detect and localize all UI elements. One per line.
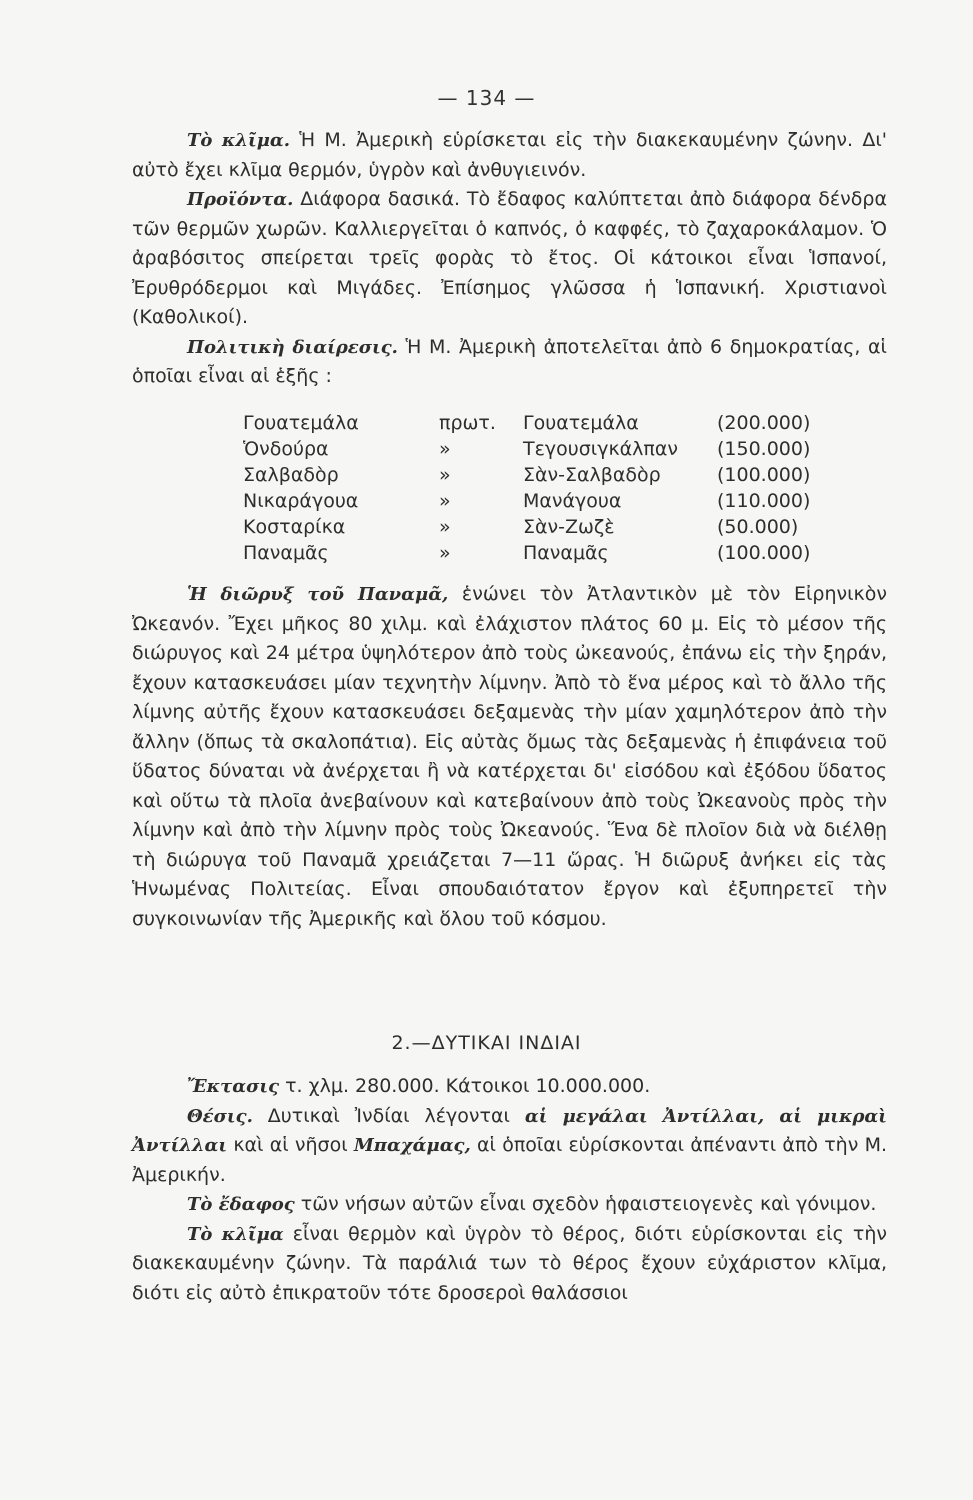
text-soil: τῶν νήσων αὐτῶν εἶναι σχεδὸν ἡφαιστειογενὲς καὶ γόνιμον.	[294, 1193, 877, 1215]
state-population: (100.000)	[717, 542, 811, 564]
text-extent: τ. χλμ. 280.000. Κάτοικοι 10.000.000.	[279, 1075, 651, 1097]
table-row	[243, 462, 823, 488]
state-population: (100.000)	[717, 464, 811, 486]
lead-position: Θέσις.	[187, 1105, 253, 1127]
lead-climate: Τὸ κλῖμα.	[187, 130, 291, 151]
text-position-1: Δυτικαὶ Ἰνδίαι λέγονται	[252, 1104, 525, 1127]
state-country: Κοσταρίκα	[243, 516, 346, 538]
table-row	[243, 540, 823, 566]
paragraph-canal	[132, 580, 887, 934]
state-country: Παναμᾶς	[243, 542, 329, 564]
text-position-3: αἱ ὁποῖαι εὑρίσκονται ἀπέναντι ἀπὸ τὴν Μ. Ἀμερικήν.	[132, 1134, 887, 1186]
state-marker: »	[439, 516, 451, 538]
text-climate-2: εἶναι θερμὸν καὶ ὑγρὸν τὸ θέρος, διότι εὑρίσκονται εἰς τὴν διακεκαυμένην ζώνην. Τὰ παράλιά των τὸ θέρος ἔχουν εὐχάριστον κλῖμα, διότι εἰς αὐτὸ ἐπικρατοῦν τότε δροσεροὶ θαλάσσιοι	[132, 1222, 887, 1304]
text-canal: ἑνώνει τὸν Ἀτλαντικὸν μὲ τὸν Εἰρηνικὸν Ὠκεανόν. Ἔχει μῆκος 80 χιλμ. καὶ ἐλάχιστον πλάτος 60 μ. Εἰς τὸ μέσον τῆς διώρυγος καὶ 24 μέτρα ὑψηλότερον ἀπὸ τοὺς ὠκεανούς, ἐπάνω εἰς τὴν ξηράν, ἔχουν κατασκευάσει μίαν τεχνητὴν λίμνην. Ἀπὸ τὸ ἕνα μέρος καὶ τὸ ἄλλο τῆς λίμνης αὐτῆς ἔχουν κατασκευάσει δεξαμενὰς τὴν μίαν χαμηλότερον ἀπὸ τὴν ἄλλην (ὅπως τὰ σκαλοπάτια). Εἰς αὐτὰς ὅμως τὰς δεξαμενὰς ἡ ἐπιφάνεια τοῦ ὕδατος δύναται νὰ ἀνέρχεται ἢ νὰ κατέρχεται δι' εἰσόδου καὶ ἐξόδου ὕδατος καὶ οὕτω τὰ πλοῖα ἀνεβαίνουν καὶ κατεβαίνουν ἀπὸ τοὺς Ὠκεανοὺς πρὸς τὴν λίμνην καὶ ἀπὸ τὴν λίμνην πρὸς τοὺς Ὠκεανούς. Ἕνα δὲ πλοῖον διὰ νὰ διέλθῃ τὴ διώρυγα τοῦ Παναμᾶ χρειάζεται 7—11 ὥρας. Ἡ διῶρυξ ἀνήκει εἰς τὰς Ἡνωμένας Πολιτείας. Εἶναι σπουδαιότατον ἔργον καὶ ἐξυπηρετεῖ τὴν συγκοινωνίαν τῆς Ἀμερικῆς καὶ ὅλου τοῦ κόσμου.	[132, 583, 887, 930]
state-capital: Σὰν-Ζωζὲ	[523, 516, 615, 538]
state-capital: Παναμᾶς	[523, 542, 609, 564]
section-heading: 2.—ΔΥΤΙΚΑΙ ΙΝΔΙΑΙ	[391, 1032, 582, 1054]
state-marker: »	[439, 542, 451, 564]
lead-division: Πολιτικὴ διαίρεσις.	[187, 336, 398, 358]
state-population: (50.000)	[717, 516, 799, 538]
state-marker: πρωτ.	[439, 412, 496, 434]
paragraph-division	[132, 333, 887, 392]
paragraph-climate-2	[132, 1220, 887, 1309]
text-climate: Ἡ Μ. Ἀμερικὴ εὑρίσκεται εἰς τὴν διακεκαυμένην ζώνην. Δι' αὐτὸ ἔχει κλῖμα θερμόν, ὑγρὸν καὶ ἀνθυγιεινόν.	[132, 129, 887, 181]
text-products: Διάφορα δασικά. Τὸ ἔδαφος καλύπτεται ἀπὸ διάφορα δένδρα τῶν θερμῶν χωρῶν. Καλλιεργεῖται ὁ καπνός, ὁ καφφές, τὸ ζαχαροκάλαμον. Ὁ ἀραβόσιτος σπείρεται τρεῖς φορὰς τὸ ἔτος. Οἱ κάτοικοι εἶναι Ἱσπανοί, Ἐρυθρόδερμοι καὶ Μιγάδες. Ἐπίσημος γλῶσσα ἡ Ἱσπανική. Χριστιανοὶ (Καθολικοί).	[132, 188, 887, 328]
state-country: Ὁνδούρα	[243, 438, 329, 460]
state-population: (200.000)	[717, 412, 811, 434]
state-population: (110.000)	[717, 490, 811, 512]
state-population: (150.000)	[717, 438, 811, 460]
text-block-canal	[132, 580, 887, 934]
lead-canal: Ἡ διῶρυξ τοῦ Παναμᾶ,	[187, 584, 449, 605]
table-row	[243, 410, 823, 436]
paragraph-climate	[132, 126, 887, 185]
state-capital: Σὰν-Σαλβαδὸρ	[523, 464, 661, 486]
table-row	[243, 436, 823, 462]
state-capital: Γουατεμάλα	[523, 412, 639, 434]
state-country: Σαλβαδὸρ	[243, 464, 339, 486]
lead-products: Προϊόντα.	[187, 189, 294, 210]
table-row	[243, 488, 823, 514]
paragraph-position	[132, 1102, 887, 1191]
text-position-2: καὶ αἱ νῆσοι	[227, 1134, 354, 1156]
lead-climate-2: Τὸ κλῖμα	[187, 1223, 284, 1245]
state-capital: Τεγουσιγκάλπαν	[523, 438, 678, 460]
state-marker: »	[439, 438, 451, 460]
table-row	[243, 514, 823, 540]
emph-bahamas: Μπαχάμας,	[353, 1135, 471, 1156]
page-number: — 134 —	[437, 86, 536, 110]
emph-antilles: αἱ μεγάλαι Ἀντίλλαι, αἱ μικραὶ Ἀντίλλαι	[132, 1105, 887, 1156]
state-country: Γουατεμάλα	[243, 412, 359, 434]
lead-soil: Τὸ ἔδαφος	[187, 1194, 295, 1215]
state-capital: Μανάγουα	[523, 490, 622, 512]
state-country: Νικαράγουα	[243, 490, 359, 512]
lead-extent: Ἔκτασις	[187, 1076, 280, 1097]
paragraph-products	[132, 185, 887, 333]
state-marker: »	[439, 464, 451, 486]
text-block-upper	[132, 126, 887, 392]
paragraph-soil	[132, 1190, 887, 1220]
states-table	[243, 410, 823, 566]
state-marker: »	[439, 490, 451, 512]
paragraph-extent	[132, 1072, 887, 1102]
text-block-lower	[132, 1072, 887, 1308]
text-division: Ἡ Μ. Ἀμερικὴ ἀποτελεῖται ἀπὸ 6 δημοκρατίας, αἱ ὁποῖαι εἶναι αἱ ἑξῆς :	[132, 335, 887, 387]
